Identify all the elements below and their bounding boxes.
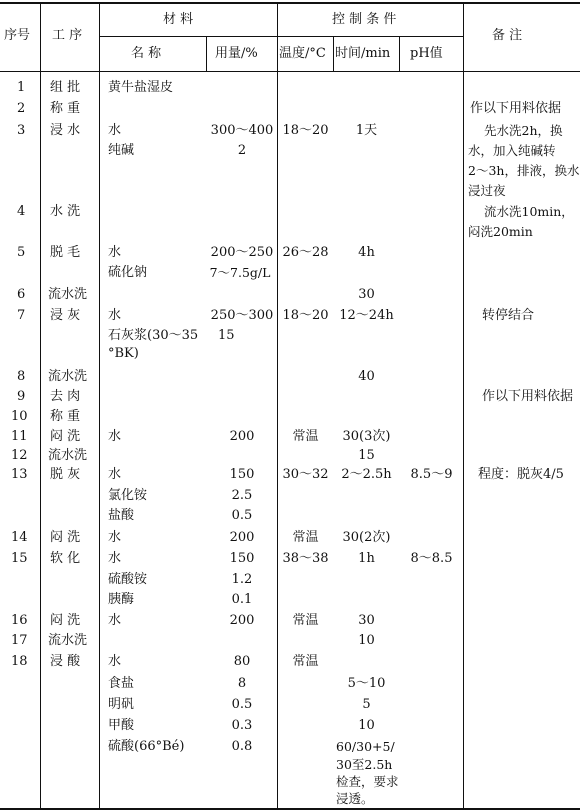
row-number: 7 — [17, 308, 26, 323]
material-name: 食盐 — [108, 676, 135, 691]
row-process: 称 重 — [50, 409, 81, 424]
duration-note: 60/30+5/ — [336, 739, 395, 754]
row-number: 3 — [17, 123, 26, 138]
row-number: 2 — [17, 101, 26, 116]
duration: 4h — [358, 245, 375, 260]
row-number: 12 — [11, 448, 28, 463]
row-number: 15 — [11, 551, 28, 566]
row-process: 流水洗 — [48, 633, 88, 648]
material-name: 硫酸(66°Bé) — [108, 739, 185, 754]
material-amount: 80 — [233, 654, 251, 669]
temperature: 26～28 — [282, 245, 329, 260]
header-bottom-rule — [0, 71, 580, 72]
duration: 5～10 — [347, 676, 386, 691]
temperature: 常温 — [292, 429, 319, 444]
row-number: 5 — [17, 245, 26, 260]
header-process: 工 序 — [52, 28, 83, 43]
material-name: 硫化钠 — [108, 265, 148, 280]
row-remark: 水，加入纯碱转 — [468, 143, 556, 158]
header-remarks: 备 注 — [492, 28, 523, 43]
duration: 40 — [358, 369, 375, 384]
row-process: 浸 灰 — [50, 308, 81, 323]
material-name: 明矾 — [108, 697, 135, 712]
row-process: 浸 水 — [50, 123, 81, 138]
temperature: 常温 — [292, 530, 319, 545]
duration: 2～2.5h — [341, 467, 392, 482]
header-ph: pH值 — [410, 46, 443, 61]
row-number: 18 — [11, 654, 28, 669]
row-number: 8 — [17, 369, 26, 384]
header-mid-rule — [99, 36, 463, 37]
duration-note: 30至2.5h — [336, 757, 393, 772]
row-number: 6 — [17, 287, 26, 302]
material-amount: 200 — [229, 530, 255, 545]
table-top-rule — [0, 2, 580, 4]
col-rule-process — [40, 3, 41, 809]
header-seq: 序号 — [4, 28, 31, 43]
row-remark: 闷洗20min — [468, 224, 533, 239]
table-bottom-rule — [0, 808, 580, 810]
row-process: 闷 洗 — [50, 613, 81, 628]
row-number: 9 — [17, 389, 26, 404]
material-name: 水 — [108, 245, 122, 260]
row-process: 称 重 — [50, 101, 81, 116]
row-remark: 作以下用料依据 — [470, 101, 562, 116]
material-name: 石灰浆(30～35 — [108, 328, 199, 343]
row-process: 闷 洗 — [50, 530, 81, 545]
material-name: 水 — [108, 654, 122, 669]
duration: 10 — [358, 633, 375, 648]
col-rule-materials — [99, 3, 100, 809]
material-name: 水 — [108, 551, 122, 566]
row-remark: 作以下用料依据 — [482, 389, 574, 404]
material-amount: 0.3 — [231, 718, 253, 733]
material-name: 黄牛盐湿皮 — [108, 80, 174, 95]
col-rule-amount — [206, 36, 207, 72]
ph-value: 8～8.5 — [410, 551, 453, 566]
row-number: 11 — [11, 429, 28, 444]
header-temp: 温度/°C — [279, 46, 326, 61]
material-amount: 7～7.5g/L — [209, 265, 271, 280]
temperature: 38～38 — [282, 551, 329, 566]
row-process: 脱 灰 — [50, 467, 81, 482]
material-amount: 300～400 — [210, 123, 274, 138]
material-amount: 1.2 — [231, 572, 253, 587]
duration: 15 — [358, 448, 375, 463]
row-process: 浸 酸 — [50, 654, 81, 669]
duration: 30 — [358, 613, 375, 628]
row-remark: 程度：脱灰4/5 — [478, 467, 564, 482]
duration: 10 — [358, 718, 375, 733]
material-amount: 150 — [229, 551, 255, 566]
ph-value: 8.5～9 — [410, 467, 453, 482]
material-amount: 150 — [229, 467, 255, 482]
material-amount: 0.1 — [231, 592, 253, 607]
duration: 12～24h — [339, 308, 394, 323]
material-name: 水 — [108, 530, 122, 545]
header-amount: 用量/% — [215, 46, 258, 61]
material-name: 水 — [108, 308, 122, 323]
col-rule-ph — [399, 36, 400, 72]
row-remark: 先水洗2h，换 — [484, 123, 563, 138]
duration: 1h — [358, 551, 375, 566]
row-process: 脱 毛 — [50, 245, 81, 260]
material-name: 水 — [108, 123, 122, 138]
duration-note: 浸透。 — [336, 791, 374, 806]
material-name: 水 — [108, 467, 122, 482]
row-remark: 2～3h，排液，换水 — [468, 163, 580, 178]
duration: 30(2次) — [342, 530, 391, 545]
material-amount: 200 — [229, 613, 255, 628]
material-amount: 2 — [237, 143, 247, 158]
material-amount: 200～250 — [210, 245, 274, 260]
row-number: 17 — [11, 633, 28, 648]
row-remark: 转停结合 — [482, 308, 535, 323]
header-materials: 材 料 — [163, 12, 194, 27]
material-amount: 0.5 — [231, 697, 253, 712]
material-amount: 200 — [229, 429, 255, 444]
duration: 1天 — [355, 123, 378, 138]
material-name: 纯碱 — [108, 143, 135, 158]
row-process: 流水洗 — [48, 448, 88, 463]
row-number: 4 — [17, 204, 26, 219]
material-amount: 0.5 — [231, 508, 253, 523]
temperature: 常温 — [292, 654, 319, 669]
row-number: 10 — [11, 409, 28, 424]
temperature: 18～20 — [282, 308, 329, 323]
material-amount: 15 — [218, 328, 235, 343]
row-process: 水 洗 — [50, 204, 81, 219]
row-number: 1 — [17, 80, 26, 95]
material-name: 氯化铵 — [108, 488, 148, 503]
material-name: °BK) — [108, 346, 139, 361]
material-name: 水 — [108, 429, 122, 444]
row-remark: 浸过夜 — [468, 183, 506, 198]
row-process: 去 肉 — [50, 389, 81, 404]
row-number: 14 — [11, 530, 28, 545]
row-remark: 流水洗10min， — [484, 204, 574, 219]
material-amount: 8 — [237, 676, 247, 691]
row-process: 软 化 — [50, 551, 81, 566]
row-number: 16 — [11, 613, 28, 628]
duration-note: 检查，要求 — [336, 774, 399, 789]
row-process: 流水洗 — [48, 369, 88, 384]
col-rule-time — [333, 36, 334, 72]
header-control: 控 制 条 件 — [332, 12, 397, 27]
duration: 30(3次) — [342, 429, 391, 444]
row-process: 流水洗 — [48, 287, 88, 302]
material-name: 甲酸 — [108, 718, 135, 733]
material-amount: 250～300 — [210, 308, 274, 323]
temperature: 常温 — [292, 613, 319, 628]
row-process: 闷 洗 — [50, 429, 81, 444]
temperature: 18～20 — [282, 123, 329, 138]
duration: 30 — [358, 287, 375, 302]
header-time: 时间/min — [335, 46, 391, 61]
header-name: 名 称 — [131, 46, 162, 61]
row-number: 13 — [11, 467, 28, 482]
material-amount: 2.5 — [231, 488, 253, 503]
material-amount: 0.8 — [231, 739, 253, 754]
material-name: 水 — [108, 613, 122, 628]
col-rule-remarks — [463, 3, 464, 809]
material-name: 硫酸铵 — [108, 572, 148, 587]
row-process: 组 批 — [50, 80, 81, 95]
material-name: 盐酸 — [108, 508, 135, 523]
temperature: 30～32 — [282, 467, 329, 482]
material-name: 胰酶 — [108, 592, 135, 607]
duration: 5 — [362, 697, 371, 712]
